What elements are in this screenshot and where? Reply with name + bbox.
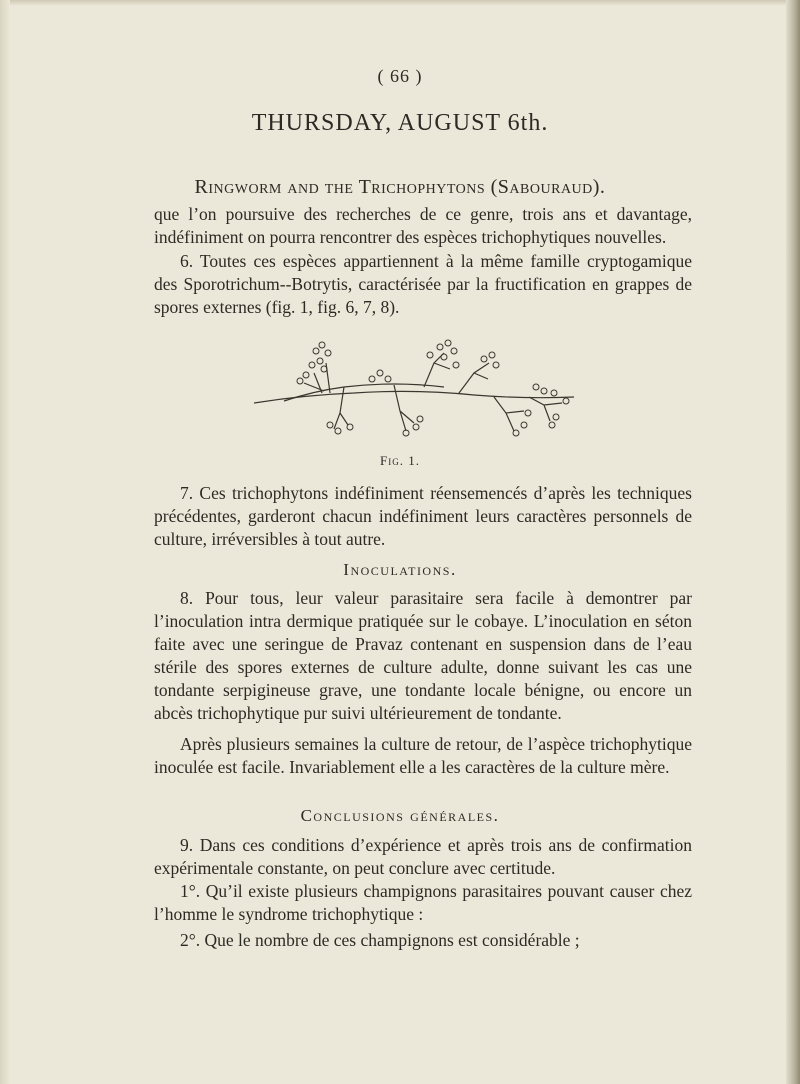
conclusion-item-2: 2°. Que le nombre de ces champignons est considérable ; [180, 930, 580, 950]
page-number: ( 66 ) [377, 66, 423, 86]
figure-1-illustration [244, 333, 584, 439]
section-heading-conclusions: Conclusions générales. [300, 806, 500, 825]
paragraph-8-continued: Après plusieurs semaines la culture de retour, de l’aspèce trichophytique inoculée est facile. Invariablement elle a les caractères de la culture mère. [154, 734, 692, 777]
page-top-shadow [0, 0, 800, 6]
fungus-drawing [254, 340, 574, 436]
article-title: Ringworm and the Trichophytons (Sabouraud). [194, 176, 606, 198]
paragraph-6: 6. Toutes ces espèces appartiennent à la même famille cryptogamique des Sporotrichum--Botrytis, caractérisée par la fructification en grappes de spores externes (fig. 1, fig. 6, 7, 8). [154, 251, 692, 317]
paragraph-7: 7. Ces trichophytons indéfiniment réensemencés d’après les techniques précédentes, garderont chacun indéfiniment leurs caractères personnels de culture, irréversibles à tout autre. [154, 483, 692, 549]
section-heading-inoculations: Inoculations. [343, 560, 457, 579]
running-head: THURSDAY, AUGUST 6th. [251, 110, 549, 136]
paragraph-8: 8. Pour tous, leur valeur parasitaire sera facile à demontrer par l’inoculation intra dermique pratiquée sur le cobaye. L’inoculation en séton faite avec une seringue de Pravaz contenant en suspension dans de l’eau stérile des spores externes de culture adulte, donne suivant les cas une tondante serpigineuse grave, une tondante locale bénigne, ou encore un abcès trichophytique pur suivi ultérieurement de tondante. [154, 588, 692, 723]
paragraph-continuation: que l’on poursuive des recherches de ce genre, trois ans et davantage, indéfiniment on pourra rencontrer des espèces trichophytiques nouvelles. [154, 204, 692, 247]
page-left-shadow [0, 0, 10, 1084]
conclusion-item-1: 1°. Qu’il existe plusieurs champignons parasitaires pouvant causer chez l’homme le syndrome trichophytique : [154, 881, 692, 924]
page-right-edge [786, 0, 800, 1084]
figure-caption: Fig. 1. [380, 453, 420, 468]
paragraph-9: 9. Dans ces conditions d’expérience et après trois ans de confirmation expérimentale constante, on peut conclure avec certitude. [154, 835, 692, 878]
